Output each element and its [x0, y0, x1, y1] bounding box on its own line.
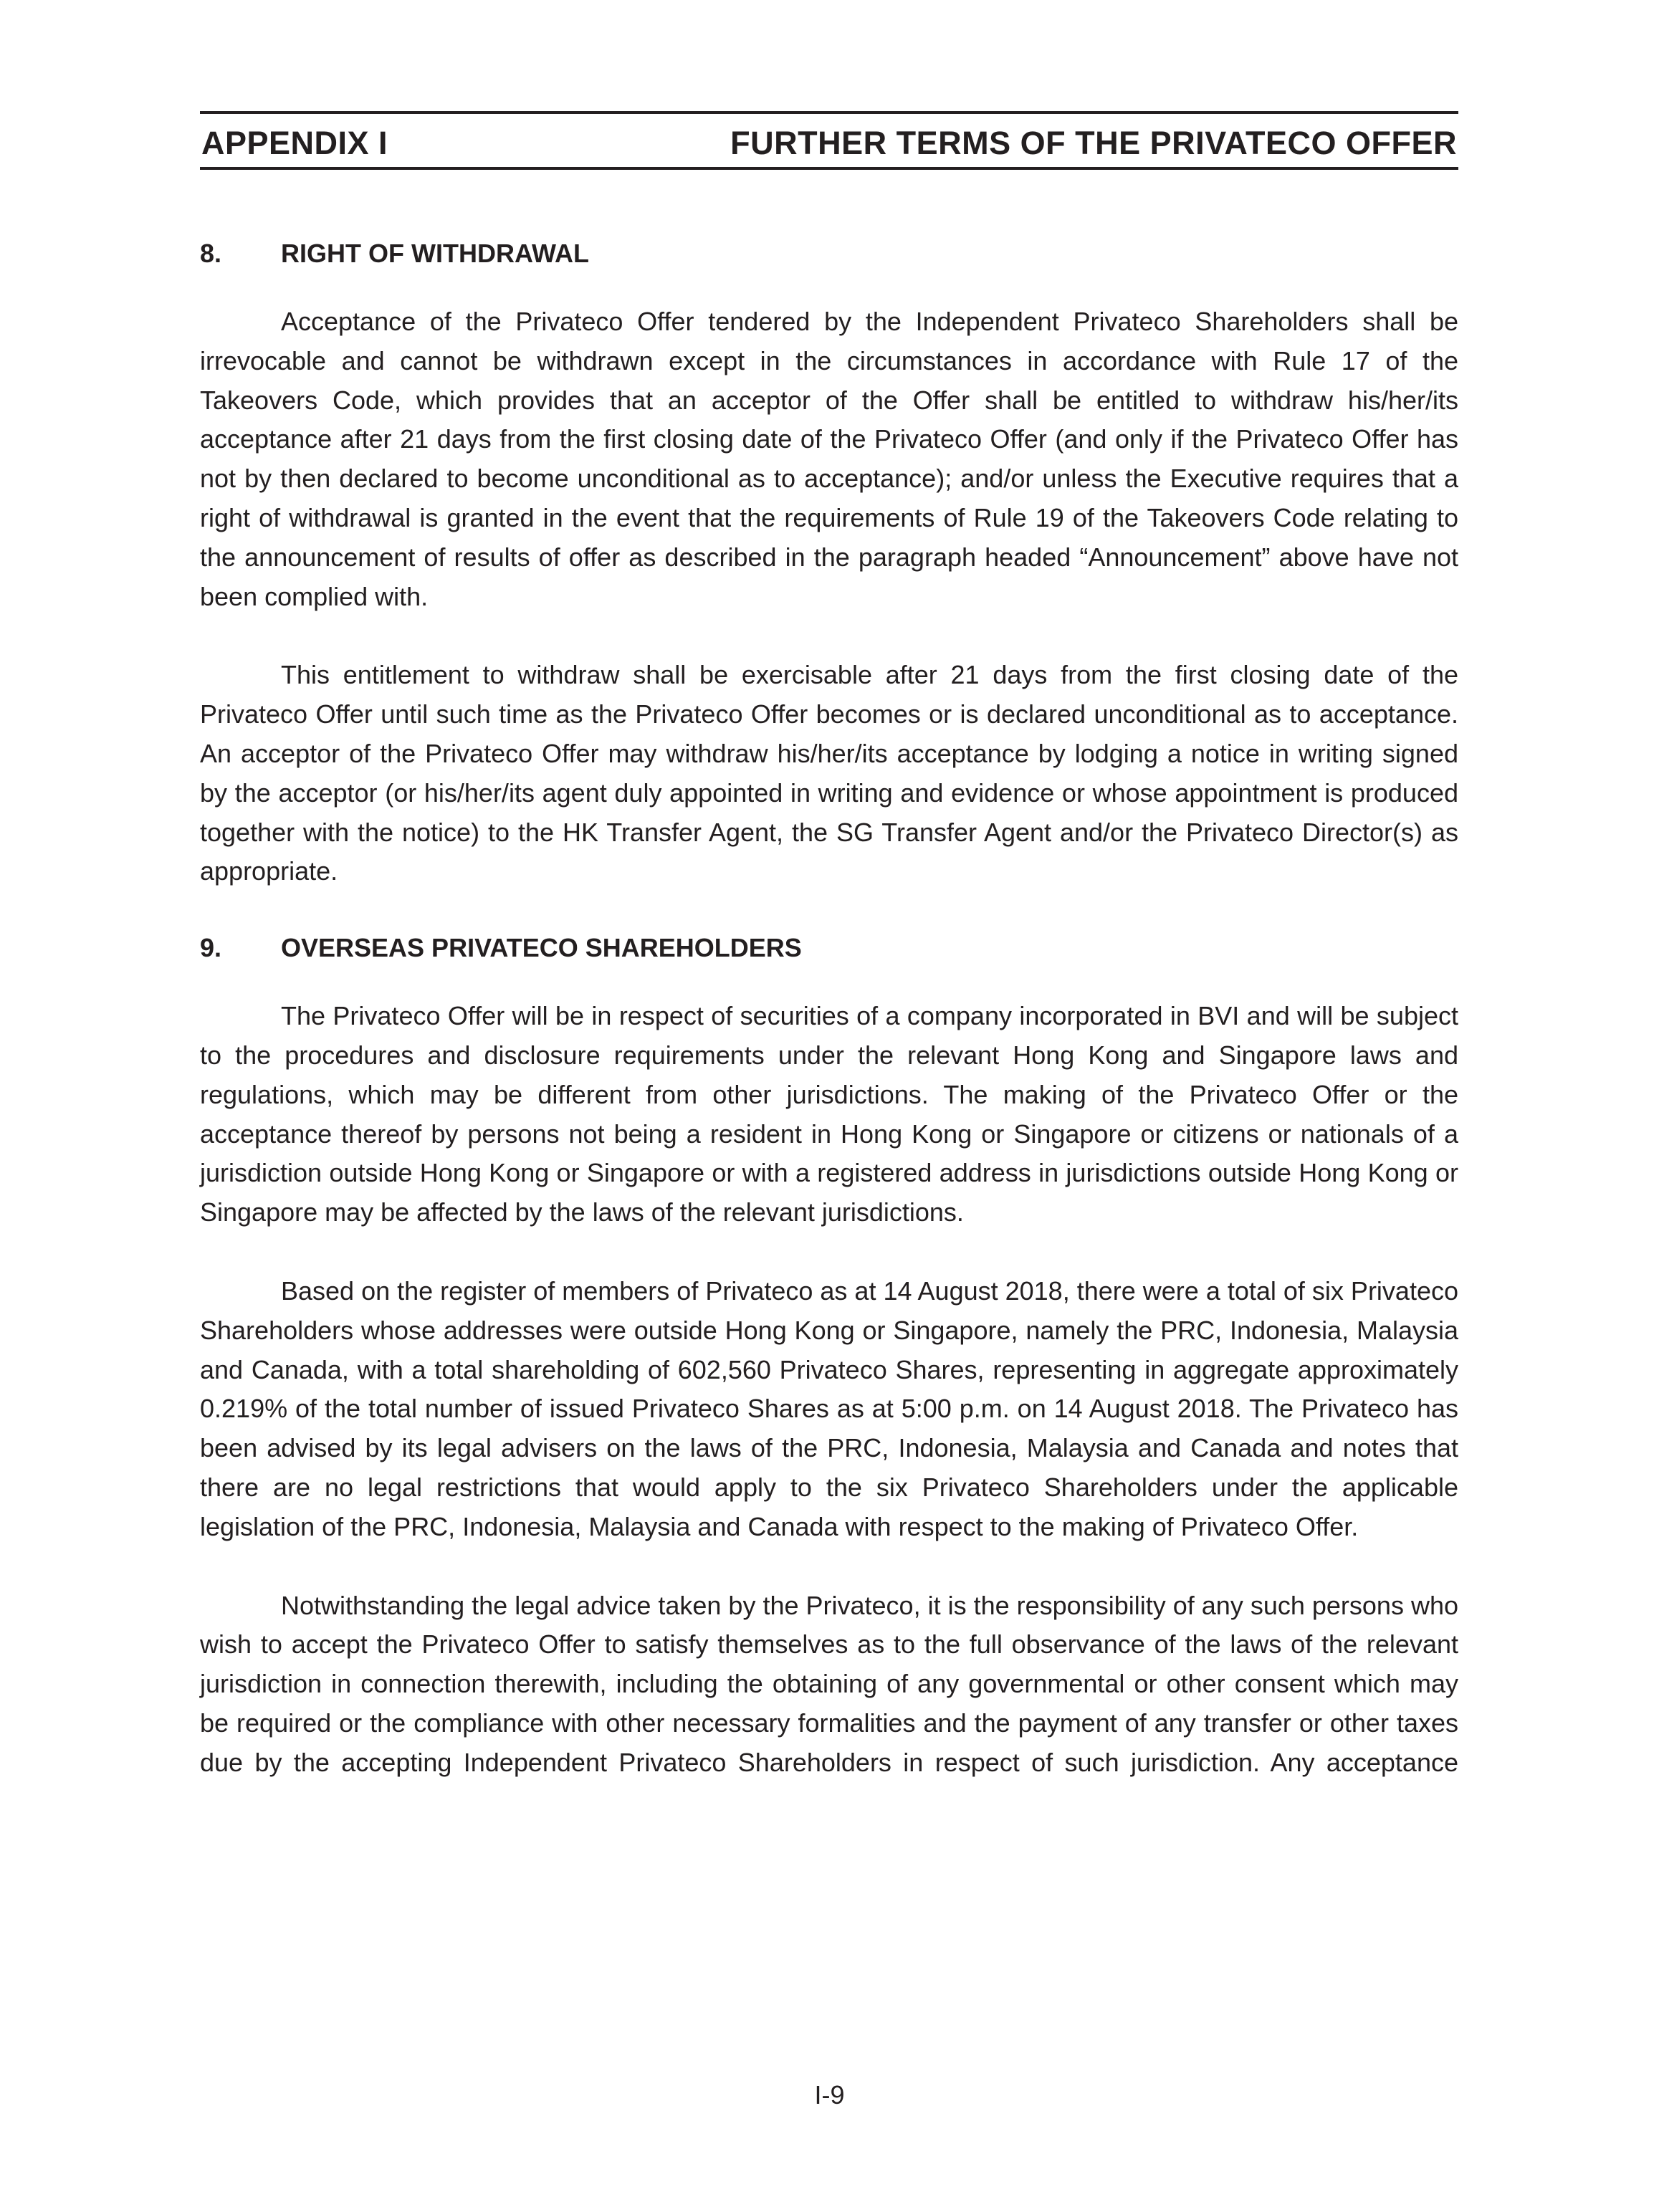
section-title: OVERSEAS PRIVATECO SHAREHOLDERS	[281, 933, 802, 963]
page-number: I-9	[814, 2080, 845, 2110]
page-header	[200, 111, 1458, 170]
section-heading	[200, 236, 1458, 271]
document-body	[200, 236, 1458, 1783]
paragraph: The Privateco Offer will be in respect of securities of a company incorporated in BVI and will be subject to the procedures and disclosure requirements under the relevant Hong Kong and Singapore laws and regulations, which may be different from other jurisdictions. The making of the Privateco Offer or the acceptance thereof by persons not being a resident in Hong Kong or Singapore or citizens or nationals of a jurisdiction outside Hong Kong or Singapore or with a registered address in jurisdictions outside Hong Kong or Singapore may be affected by the laws of the relevant jurisdictions.	[200, 1001, 1458, 1227]
paragraph: Notwithstanding the legal advice taken by the Privateco, it is the responsibility of any such persons who wish to accept the Privateco Offer to satisfy themselves as to the full observance of the laws of the relevant jurisdiction in connection therewith, including the obtaining of any governmental or other consent which may be required or the compliance with other necessary formalities and the payment of any transfer or other taxes due by the accepting Independent Privateco Shareholders in respect of such jurisdiction. Any acceptance	[200, 1590, 1458, 1777]
section-number: 9.	[200, 933, 222, 963]
paragraph: This entitlement to withdraw shall be exercisable after 21 days from the first closing date of the Privateco Offer until such time as the Privateco Offer becomes or is declared unconditional as to acceptance. An acceptor of the Privateco Offer may withdraw his/her/its acceptance by lodging a notice in writing signed by the acceptor (or his/her/its agent duly appointed in writing and evidence or whose appointment is produced together with the notice) to the HK Transfer Agent, the SG Transfer Agent and/or the Privateco Director(s) as appropriate.	[200, 660, 1458, 886]
section-heading	[200, 931, 1458, 965]
paragraph: Based on the register of members of Privateco as at 14 August 2018, there were a total of six Privateco Shareholders whose addresses were outside Hong Kong or Singapore, namely the PRC, Indonesia, Malaysia and Canada, with a total shareholding of 602,560 Privateco Shares, representing in aggregate approximately 0.219% of the total number of issued Privateco Shares as at 5:00 p.m. on 14 August 2018. The Privateco has been advised by its legal advisers on the laws of the PRC, Indonesia, Malaysia and Canada and notes that there are no legal restrictions that would apply to the six Privateco Shareholders under the applicable legislation of the PRC, Indonesia, Malaysia and Canada with respect to the making of Privateco Offer.	[200, 1275, 1458, 1541]
appendix-label: APPENDIX I	[201, 125, 388, 161]
appendix-title: FURTHER TERMS OF THE PRIVATECO OFFER	[730, 125, 1457, 161]
paragraph: Acceptance of the Privateco Offer tendered by the Independent Privateco Shareholders shall be irrevocable and cannot be withdrawn except in the circumstances in accordance with Rule 17 of the Takeovers Code, which provides that an acceptor of the Offer shall be entitled to withdraw his/her/its acceptance after 21 days from the first closing date of the Privateco Offer (and only if the Privateco Offer has not by then declared to become unconditional as to acceptance); and/or unless the Executive requires that a right of withdrawal is granted in the event that the requirements of Rule 19 of the Takeovers Code relating to the announcement of results of offer as described in the paragraph headed “Announcement” above have not been complied with.	[200, 307, 1458, 611]
section-title: RIGHT OF WITHDRAWAL	[281, 239, 589, 268]
section-number: 8.	[200, 239, 222, 268]
